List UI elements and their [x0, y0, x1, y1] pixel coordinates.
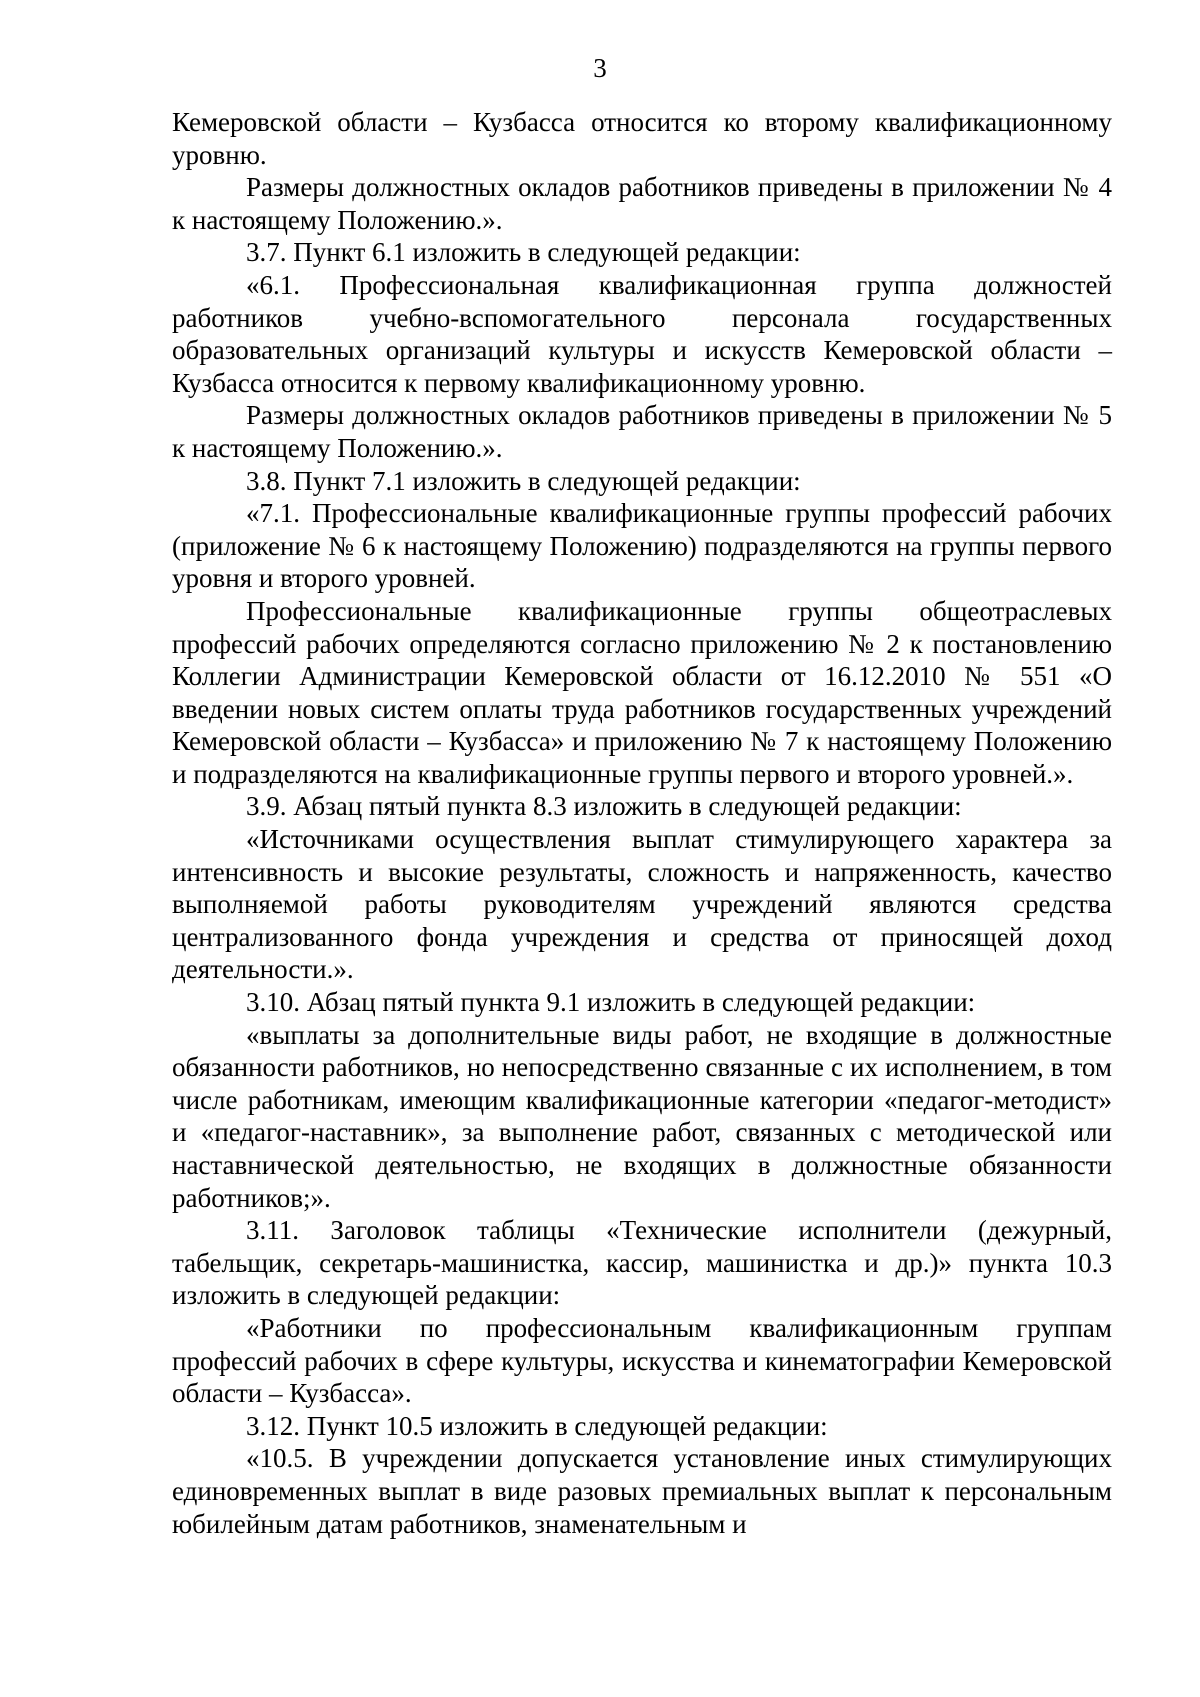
page-number: 3 [593, 53, 607, 83]
paragraph: 3.12. Пункт 10.5 изложить в следующей редакции: [246, 1410, 828, 1441]
document-body [172, 106, 1112, 1540]
paragraph: 3.11. Заголовок таблицы «Технические исполнители (дежурный, табельщик, секретарь-машинистка, кассир, машинистка и др.)» пункта 10.3 изложить в следующей редакции: [172, 1215, 1112, 1311]
paragraph: «6.1. Профессиональная квалификационная группа должностей работников учебно-вспомогательного персонала государственных образовательных организаций культуры и искусств Кемеровской области – Кузбасса относится к первому квалификационному уровню. [172, 269, 1112, 398]
paragraph: 3.7. Пункт 6.1 изложить в следующей редакции: [246, 237, 801, 268]
paragraph: «Работники по профессиональным квалификационным группам профессий рабочих в сфере культуры, искусства и кинематографии Кемеровской области – Кузбасса». [172, 1312, 1112, 1409]
paragraph: 3.8. Пункт 7.1 изложить в следующей редакции: [246, 465, 801, 496]
paragraph: Размеры должностных окладов работников приведены в приложении № 5 к настоящему Положению.». [172, 400, 1112, 463]
paragraph: «выплаты за дополнительные виды работ, не входящие в должностные обязанности работников, но непосредственно связанные с их исполнением, в том числе работникам, имеющим квалификационные категории «педагог-методист» и «педагог-наставник», за выполнение работ, связанных с методической или наставнической деятельностью, не входящих в должностные обязанности работников;». [172, 1019, 1112, 1213]
paragraph: «7.1. Профессиональные квалификационные группы профессий рабочих (приложение № 6 к настоящему Положению) подразделяются на группы первого уровня и второго уровней. [172, 498, 1112, 594]
paragraph: 3.9. Абзац пятый пункта 8.3 изложить в следующей редакции: [246, 791, 962, 822]
paragraph: Профессиональные квалификационные группы общеотраслевых профессий рабочих определяются согласно приложению № 2 к постановлению Коллегии Администрации Кемеровской области от 16.12.2010 № 551 «О введении новых систем оплаты труда работников государственных учреждений Кемеровской области – Кузбасса» и приложению № 7 к настоящему Положению и подразделяются на квалификационные группы первого и второго уровней.». [172, 595, 1112, 789]
paragraph: «10.5. В учреждении допускается установление иных стимулирующих единовременных выплат в виде разовых премиальных выплат к персональным юбилейным датам работников, знаменательным и [172, 1443, 1112, 1539]
paragraph: Размеры должностных окладов работников приведены в приложении № 4 к настоящему Положению.». [172, 172, 1112, 235]
paragraph: Кемеровской области – Кузбасса относится ко второму квалификационному уровню. [172, 107, 1112, 170]
paragraph: 3.10. Абзац пятый пункта 9.1 изложить в следующей редакции: [246, 987, 976, 1018]
paragraph: «Источниками осуществления выплат стимулирующего характера за интенсивность и высокие результаты, сложность и напряженность, качество выполняемой работы руководителям учреждений являются средства централизованного фонда учреждения и средства от приносящей доход деятельности.». [172, 824, 1112, 985]
